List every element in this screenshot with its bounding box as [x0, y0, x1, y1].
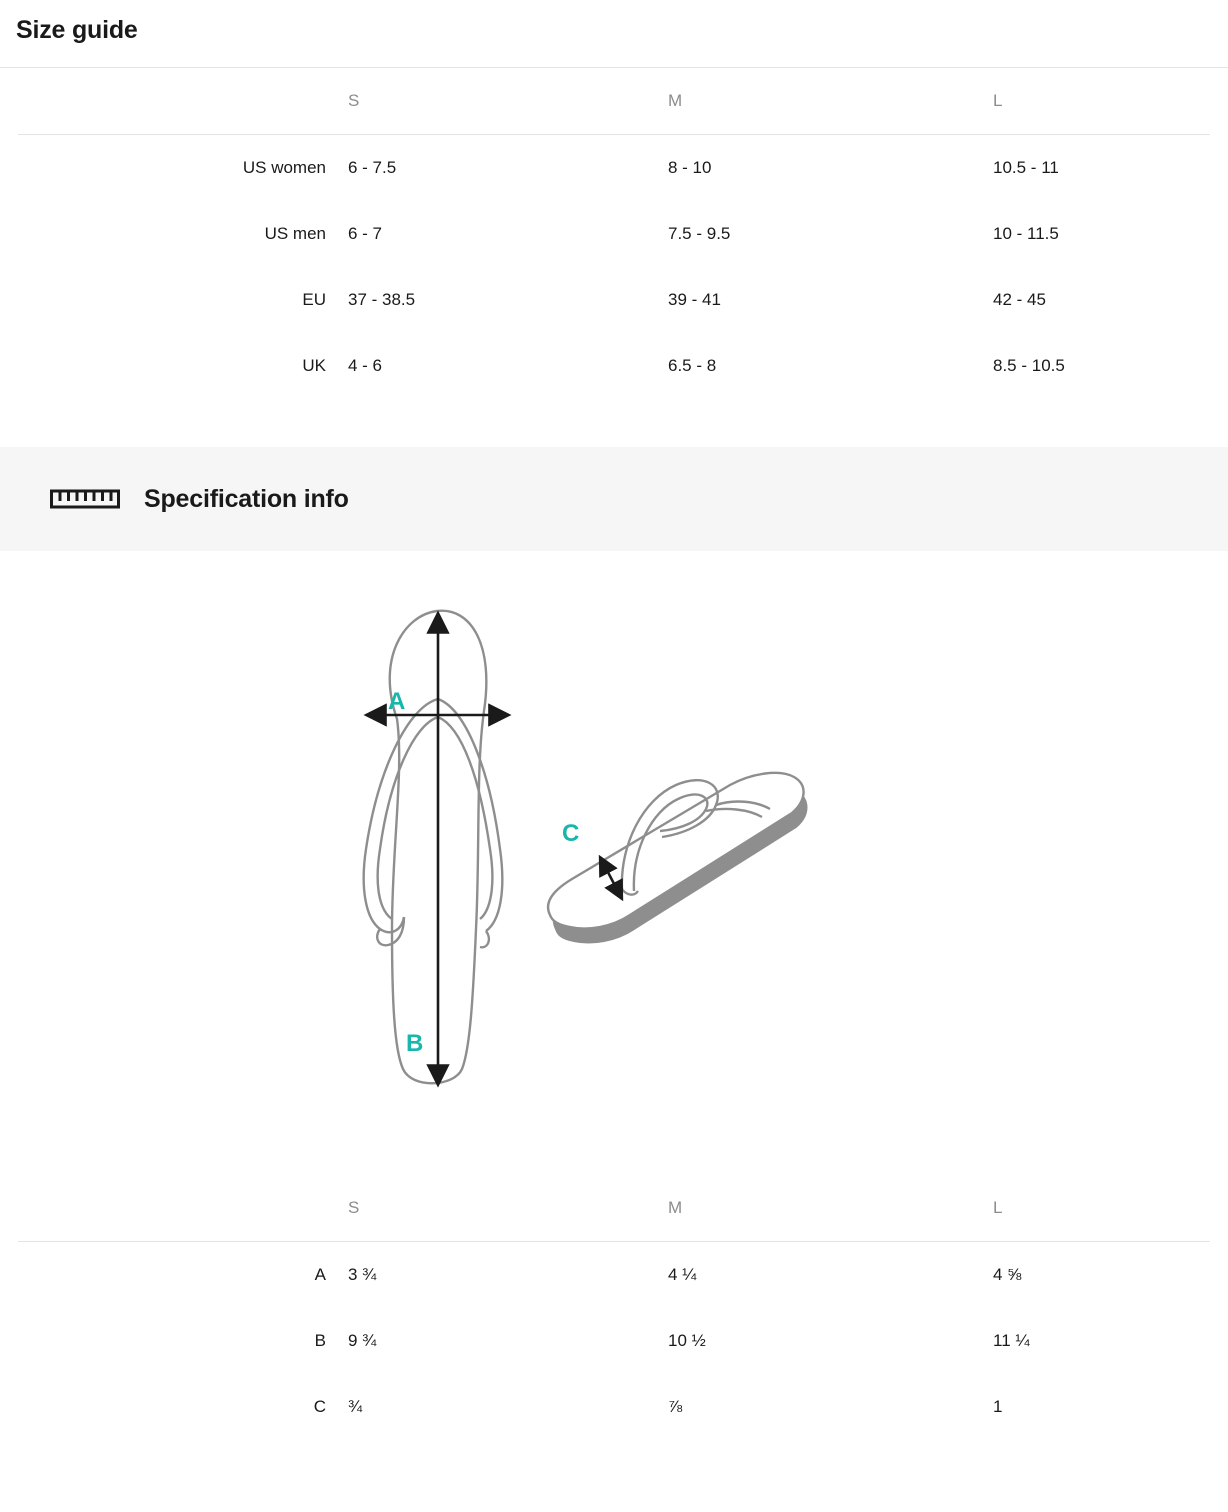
spec-table-header-s: S: [348, 1198, 360, 1217]
size-table-wrap: [0, 68, 1228, 399]
spec-table-header-l: L: [993, 1198, 1003, 1217]
size-table-header-l: L: [993, 91, 1003, 110]
size-row-us-women-m: 8 - 10: [668, 158, 712, 177]
diagram-label-b: B: [406, 1030, 424, 1057]
size-row-us-women-s: 6 - 7.5: [348, 158, 397, 177]
table-row: [18, 1242, 1210, 1308]
diagram-label-c: C: [562, 820, 580, 847]
spec-row-c-l: 1: [993, 1397, 1003, 1416]
spec-row-c-m: ⅞: [668, 1397, 683, 1416]
spec-row-label-b: B: [314, 1331, 326, 1350]
spec-table-header-blank: [18, 1175, 348, 1241]
size-row-label-uk: UK: [302, 356, 326, 375]
size-row-label-eu: EU: [302, 290, 326, 309]
size-row-uk-s: 4 - 6: [348, 356, 383, 375]
size-row-uk-m: 6.5 - 8: [668, 356, 717, 375]
size-row-us-women-l: 10.5 - 11: [993, 158, 1059, 177]
size-row-label-us-men: US men: [264, 224, 326, 243]
size-row-us-men-m: 7.5 - 9.5: [668, 224, 731, 243]
table-row: [18, 1374, 1210, 1440]
specification-info-banner: [0, 447, 1228, 551]
ruler-icon: [50, 485, 120, 513]
spec-row-label-a: A: [314, 1265, 326, 1284]
spec-table-wrap: [0, 1175, 1228, 1440]
size-table-header-row: [18, 68, 1210, 134]
spec-row-a-l: 4 ⅝: [993, 1265, 1022, 1284]
specification-diagram: [0, 551, 1228, 1149]
table-row: [18, 201, 1210, 267]
table-row: [18, 135, 1210, 201]
size-table-header-blank: [18, 68, 348, 134]
spec-table: [18, 1175, 1210, 1440]
spec-row-a-m: 4 ¼: [668, 1265, 697, 1284]
size-table: [18, 68, 1210, 399]
spec-row-label-c: C: [313, 1397, 326, 1416]
size-row-us-men-l: 10 - 11.5: [993, 224, 1059, 243]
table-row: [18, 267, 1210, 333]
size-table-header-m: M: [668, 91, 683, 110]
spec-row-a-s: 3 ¾: [348, 1265, 377, 1284]
size-row-eu-l: 42 - 45: [993, 290, 1046, 309]
spec-row-b-l: 11 ¼: [993, 1331, 1030, 1350]
size-row-label-us-women: US women: [242, 158, 326, 177]
spec-table-header-m: M: [668, 1198, 683, 1217]
size-row-us-men-s: 6 - 7: [348, 224, 383, 243]
table-row: [18, 1308, 1210, 1374]
spec-table-header-row: [18, 1175, 1210, 1241]
size-row-uk-l: 8.5 - 10.5: [993, 356, 1065, 375]
size-row-eu-m: 39 - 41: [668, 290, 721, 309]
size-row-eu-s: 37 - 38.5: [348, 290, 416, 309]
flip-flop-side-view: [548, 773, 806, 943]
flip-flop-top-view: [364, 611, 503, 1084]
table-row: [18, 333, 1210, 399]
spec-row-b-s: 9 ¾: [348, 1331, 377, 1350]
diagram-label-a: A: [388, 688, 406, 715]
size-table-header-s: S: [348, 91, 360, 110]
page-title: Size guide: [16, 16, 138, 44]
spec-row-b-m: 10 ½: [668, 1331, 706, 1350]
flip-flop-diagram-svg: [304, 599, 924, 1119]
specification-info-title: Specification info: [144, 484, 349, 513]
spec-row-c-s: ¾: [348, 1397, 363, 1416]
